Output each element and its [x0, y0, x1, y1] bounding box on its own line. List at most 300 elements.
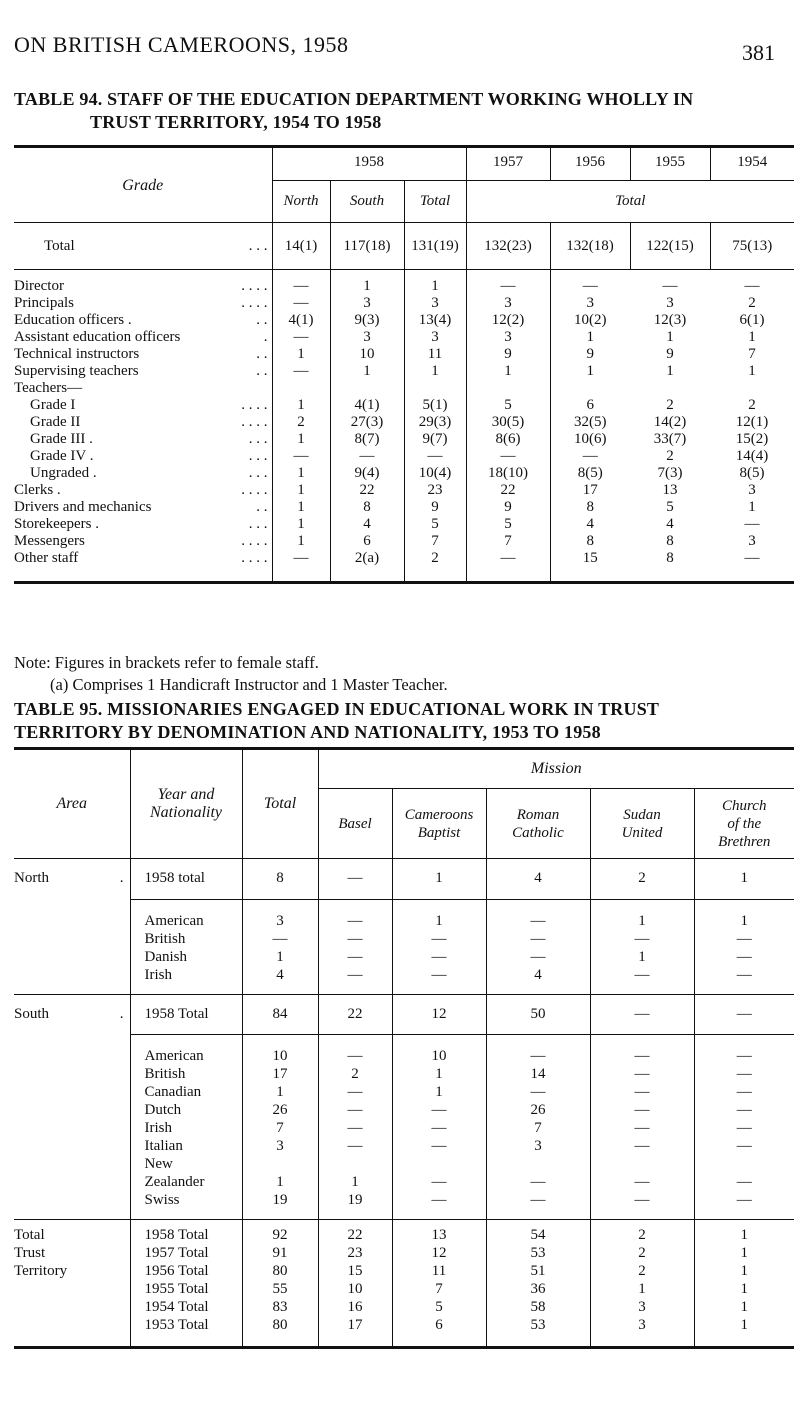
- cell: —: [486, 930, 590, 948]
- cell: —: [744, 550, 760, 566]
- header-nationality-line: Nationality: [150, 804, 222, 821]
- header-total-1958: Total: [404, 181, 466, 223]
- cell: —: [590, 966, 694, 995]
- spacer-cell: [694, 899, 794, 912]
- cell: —: [486, 948, 590, 966]
- cell: 80: [242, 1316, 318, 1348]
- row-label: [14, 533, 272, 550]
- cell: Zealander: [130, 1173, 242, 1191]
- cell: 3: [466, 295, 550, 312]
- table-row: [14, 1137, 794, 1155]
- cell: —: [736, 1174, 752, 1190]
- cell: 1: [272, 533, 330, 550]
- cell: 1957 Total: [130, 1244, 242, 1262]
- cell: British: [130, 1065, 242, 1083]
- cell: —: [736, 1084, 752, 1100]
- cell: 30(5): [466, 414, 550, 431]
- cell: 1: [740, 912, 748, 929]
- row-label-text: Supervising teachers: [14, 363, 139, 379]
- cell: 2: [666, 397, 674, 413]
- table-row: [14, 312, 794, 329]
- cell: —: [404, 448, 466, 465]
- row-label-text: Assistant education officers: [14, 329, 181, 345]
- cell: 10: [392, 1047, 486, 1065]
- cell: 1: [318, 1173, 392, 1191]
- spacer-cell: [318, 899, 392, 912]
- cell: 22: [466, 482, 550, 499]
- cell: 3: [330, 329, 404, 346]
- cell: 22: [330, 482, 404, 499]
- cell: 132(23): [466, 223, 550, 270]
- area-blank: [14, 1083, 130, 1101]
- cell: [630, 380, 710, 397]
- area-blank: [14, 1047, 130, 1065]
- cell: —: [582, 448, 598, 464]
- cell: 3: [242, 912, 318, 930]
- row-label-text: Director: [14, 278, 64, 294]
- spacer-cell: [14, 1035, 130, 1048]
- cell: 16: [318, 1298, 392, 1316]
- table-row: [14, 1101, 794, 1119]
- row-label-text: Grade III .: [30, 431, 93, 447]
- cell: [272, 380, 330, 397]
- area-blank: [14, 912, 130, 930]
- area-label: [14, 1316, 130, 1348]
- cell: 8: [242, 859, 318, 900]
- cell: —: [486, 912, 590, 930]
- cell: 7: [404, 533, 466, 550]
- cell: 17: [242, 1065, 318, 1083]
- spacer-cell: [242, 1035, 318, 1048]
- header-sudan-united: [590, 789, 694, 859]
- leader-dots: . .: [256, 363, 268, 379]
- cell: 80: [242, 1262, 318, 1280]
- cell: 1: [586, 363, 594, 379]
- cell: 3: [404, 295, 466, 312]
- row-label-text: Education officers .: [14, 312, 132, 328]
- cell: 1: [590, 912, 694, 930]
- header-basel: Basel: [318, 789, 392, 859]
- table-94-title: [14, 88, 693, 134]
- cell: 22: [318, 994, 392, 1035]
- header-cob-line3: Brethren: [718, 833, 771, 850]
- cell: —: [392, 1119, 486, 1137]
- cell: 4(1): [330, 397, 404, 414]
- cell: 92: [242, 1220, 318, 1245]
- cell: 8(7): [330, 431, 404, 448]
- cell: —: [272, 550, 330, 583]
- cell: [590, 1155, 694, 1173]
- cell: 3: [330, 295, 404, 312]
- spacer-cell: [486, 1035, 590, 1048]
- cell: [550, 380, 630, 397]
- row-label-text: Messengers: [14, 533, 85, 549]
- spacer-cell: [130, 899, 242, 912]
- cell: 1: [748, 499, 756, 515]
- cell: —: [590, 1083, 694, 1101]
- cell: —: [392, 948, 486, 966]
- cell: 8(5): [739, 465, 765, 481]
- leader-dots: .: [263, 329, 268, 345]
- cell: 36: [486, 1280, 590, 1298]
- leader-dots: . . . .: [241, 278, 268, 294]
- table-94-title-line2: TRUST TERRITORY, 1954 TO 1958: [90, 112, 382, 132]
- cell: 1: [272, 465, 330, 482]
- cell: —: [318, 966, 392, 995]
- page-number: 381: [742, 40, 775, 65]
- cell: 12(3): [653, 312, 687, 328]
- cell: —: [318, 1101, 392, 1119]
- cell: —: [318, 948, 392, 966]
- cell: 3: [590, 1298, 694, 1316]
- note-a: (a) Comprises 1 Handicraft Instructor and 1 Master Teacher.: [50, 675, 448, 694]
- cell: 117(18): [330, 223, 404, 270]
- cell: —: [582, 278, 598, 294]
- cell: 1: [272, 499, 330, 516]
- spacer-cell: [392, 899, 486, 912]
- cell: —: [590, 1119, 694, 1137]
- cell: —: [736, 1102, 752, 1118]
- cell: —: [736, 1005, 752, 1022]
- cell: 1: [586, 329, 594, 345]
- cell: 1: [272, 516, 330, 533]
- area-blank: [14, 1065, 130, 1083]
- cell: [486, 1155, 590, 1173]
- cell: 1: [392, 912, 486, 930]
- header-grade: Grade: [14, 147, 272, 223]
- spacer-cell: [392, 1035, 486, 1048]
- cell: —: [272, 448, 330, 465]
- cell: 1: [740, 1299, 748, 1315]
- cell: 2: [666, 448, 674, 464]
- spacer-cell: [590, 899, 694, 912]
- cell: 1958 Total: [130, 994, 242, 1035]
- row-label: [14, 270, 272, 296]
- cell: 132(18): [550, 223, 630, 270]
- area-label: [14, 1280, 130, 1298]
- cell: 10: [242, 1047, 318, 1065]
- cell: —: [590, 994, 694, 1035]
- spacer-cell: [590, 1035, 694, 1048]
- table-95: [14, 747, 794, 1349]
- table-row: [14, 948, 794, 966]
- cell: 9(7): [404, 431, 466, 448]
- header-church-of-the-brethren: [694, 789, 794, 859]
- header-1954: 1954: [710, 147, 794, 181]
- area-label: Territory: [14, 1262, 130, 1280]
- cell: —: [318, 1137, 392, 1155]
- leader-dots: . . . .: [241, 295, 268, 311]
- row-label-text: Grade II: [30, 414, 81, 430]
- cell: 1: [330, 363, 404, 380]
- leader-dots: .: [119, 1005, 124, 1022]
- cell: —: [590, 1065, 694, 1083]
- header-year-line: Year and: [157, 786, 215, 803]
- area-blank: [14, 966, 130, 995]
- cell: 8: [586, 533, 594, 549]
- cell: 6(1): [739, 312, 765, 328]
- row-label: [14, 329, 272, 346]
- cell: 1: [740, 1263, 748, 1279]
- cell: —: [736, 948, 752, 965]
- table-94-notes: [14, 652, 448, 696]
- cell: 5: [466, 397, 550, 414]
- cell: 14: [486, 1065, 590, 1083]
- cell: —: [736, 1120, 752, 1136]
- leader-dots: . . .: [248, 448, 268, 464]
- table-row-yearly-total: [14, 1316, 794, 1348]
- table-row: [14, 1119, 794, 1137]
- cell: American: [130, 912, 242, 930]
- table-row: [14, 482, 794, 499]
- cell: 15: [582, 550, 598, 566]
- cell: —: [694, 1191, 794, 1220]
- cell: [318, 1155, 392, 1173]
- cell: —: [662, 278, 678, 294]
- cell: 17: [318, 1316, 392, 1348]
- cell: 1954 Total: [130, 1298, 242, 1316]
- cell: 1: [272, 482, 330, 499]
- cell: 1: [330, 270, 404, 296]
- cell: —: [486, 1083, 590, 1101]
- cell: 5: [666, 499, 674, 515]
- cell: 23: [318, 1244, 392, 1262]
- cell: 1: [590, 1280, 694, 1298]
- cell: 14(2): [653, 414, 687, 430]
- table-row: [14, 1083, 794, 1101]
- cell: Irish: [130, 1119, 242, 1137]
- cell: 8: [666, 533, 674, 549]
- cell: 15: [318, 1262, 392, 1280]
- cell: 1: [590, 948, 694, 966]
- cell: 10(6): [574, 431, 607, 447]
- cell: 4: [666, 516, 674, 532]
- header-1957: 1957: [466, 147, 550, 181]
- area-blank: [14, 948, 130, 966]
- table-row: [14, 270, 794, 296]
- cell: 10: [318, 1280, 392, 1298]
- cell: 2: [590, 1262, 694, 1280]
- table-row: [14, 930, 794, 948]
- table-95-title: [14, 698, 659, 744]
- cell: [404, 380, 466, 397]
- cell: 1: [242, 1083, 318, 1101]
- cell: 53: [486, 1244, 590, 1262]
- row-label: [14, 550, 272, 583]
- cell: 1958 Total: [130, 1220, 242, 1245]
- cell: 4(1): [272, 312, 330, 329]
- table-row: [14, 533, 794, 550]
- cell: —: [590, 930, 694, 948]
- cell: 7: [748, 346, 756, 362]
- cell: 12: [392, 1244, 486, 1262]
- cell: 84: [242, 994, 318, 1035]
- cell: —: [272, 295, 330, 312]
- cell: 1: [748, 363, 756, 379]
- cell: 4: [330, 516, 404, 533]
- cell: 1: [392, 1065, 486, 1083]
- cell: 75(13): [710, 223, 794, 270]
- cell: 10: [330, 346, 404, 363]
- row-label: [14, 499, 272, 516]
- header-rc-line2: Catholic: [512, 824, 564, 841]
- cell: —: [736, 1138, 752, 1154]
- leader-dots: .: [119, 870, 124, 886]
- header-south: South: [330, 181, 404, 223]
- cell: [242, 1155, 318, 1173]
- note-female-staff: Note: Figures in brackets refer to female staff.: [14, 653, 319, 672]
- cell: Dutch: [130, 1101, 242, 1119]
- running-head: ON BRITISH CAMEROONS, 1958: [14, 32, 349, 57]
- cell: 1: [404, 270, 466, 296]
- cell: —: [392, 1173, 486, 1191]
- area-blank: [14, 1119, 130, 1137]
- header-su-line2: United: [621, 824, 663, 841]
- cell: [710, 380, 794, 397]
- cell: 1958 total: [130, 859, 242, 900]
- cell: 1: [392, 859, 486, 900]
- cell: —: [318, 930, 392, 948]
- cell: 3: [404, 329, 466, 346]
- spacer-cell: [318, 1035, 392, 1048]
- row-label: [14, 295, 272, 312]
- area-label: Total: [14, 1220, 130, 1245]
- cell: 3: [748, 482, 756, 498]
- leader-dots: . .: [256, 499, 268, 515]
- table-row: [14, 499, 794, 516]
- cell: 1: [666, 329, 674, 345]
- cell: 51: [486, 1262, 590, 1280]
- cell: —: [736, 1066, 752, 1082]
- cell: —: [392, 1137, 486, 1155]
- cell: 1: [272, 346, 330, 363]
- cell: 1: [666, 363, 674, 379]
- cell: —: [466, 550, 550, 583]
- cell: 7(3): [657, 465, 683, 481]
- cell: 1: [740, 1317, 748, 1333]
- cell: 54: [486, 1220, 590, 1245]
- cell: —: [744, 278, 760, 294]
- header-rc-line1: Roman: [516, 806, 560, 823]
- area-label: [14, 994, 130, 1035]
- table-row-group-total: [14, 859, 794, 900]
- cell: 14(1): [272, 223, 330, 270]
- cell: —: [272, 363, 330, 380]
- cell: —: [392, 966, 486, 995]
- cell: —: [590, 1137, 694, 1155]
- cell: —: [694, 966, 794, 995]
- cell: —: [272, 329, 330, 346]
- cell: Danish: [130, 948, 242, 966]
- table-row: [14, 414, 794, 431]
- leader-dots: . .: [256, 312, 268, 328]
- area-name: South: [14, 1005, 50, 1022]
- cell: —: [318, 1083, 392, 1101]
- cell: [694, 1155, 794, 1173]
- table-row: [14, 550, 794, 583]
- header-total: Total: [242, 749, 318, 859]
- cell: 3: [486, 1137, 590, 1155]
- cell: 8(5): [577, 465, 603, 481]
- table-row: [14, 516, 794, 533]
- table-row-yearly-total: [14, 1244, 794, 1262]
- cell: 13(4): [404, 312, 466, 329]
- cell: Italian: [130, 1137, 242, 1155]
- cell: 58: [486, 1298, 590, 1316]
- spacer-cell: [242, 899, 318, 912]
- cell: 9: [666, 346, 674, 362]
- leader-dots: . . . .: [241, 550, 268, 566]
- cell: 2(a): [330, 550, 404, 583]
- cell: Canadian: [130, 1083, 242, 1101]
- cell: 13: [662, 482, 678, 498]
- row-label-text: Clerks .: [14, 482, 61, 498]
- table-row: [14, 380, 794, 397]
- cell: 1: [748, 329, 756, 345]
- cell: 4: [486, 966, 590, 995]
- cell: 53: [486, 1316, 590, 1348]
- cell: 1: [404, 363, 466, 380]
- row-label: [14, 414, 272, 431]
- header-1958: 1958: [272, 147, 466, 181]
- table-row: [14, 1173, 794, 1191]
- table-row: [14, 363, 794, 380]
- cell: 3: [666, 295, 674, 311]
- cell: 8: [666, 550, 674, 566]
- header-1955: 1955: [630, 147, 710, 181]
- cell: 4: [586, 516, 594, 532]
- cell: 7: [466, 533, 550, 550]
- row-label: [14, 312, 272, 329]
- cell: 9(4): [330, 465, 404, 482]
- area-blank: [14, 1173, 130, 1191]
- cell: 10(4): [404, 465, 466, 482]
- table-row: [14, 1191, 794, 1220]
- cell: —: [590, 1191, 694, 1220]
- cell: 8: [330, 499, 404, 516]
- cell: 13: [392, 1220, 486, 1245]
- leader-dots: . . .: [248, 431, 268, 447]
- cell: —: [590, 1047, 694, 1065]
- header-cob-line1: Church: [722, 797, 767, 814]
- table-94-title-line1: TABLE 94. STAFF OF THE EDUCATION DEPARTMENT WORKING WHOLLY IN: [14, 89, 694, 109]
- cell: 3: [466, 329, 550, 346]
- table-row: [14, 1065, 794, 1083]
- cell: 6: [392, 1316, 486, 1348]
- table-row: [14, 912, 794, 930]
- spacer-cell: [694, 1035, 794, 1048]
- header-roman-catholic: [486, 789, 590, 859]
- row-label: [14, 516, 272, 533]
- cell: 29(3): [404, 414, 466, 431]
- row-label-text: Storekeepers .: [14, 516, 99, 532]
- cell: New: [130, 1155, 242, 1173]
- cell: 9: [466, 499, 550, 516]
- cell: 27(3): [330, 414, 404, 431]
- cell: 5: [466, 516, 550, 533]
- cell: —: [330, 448, 404, 465]
- cell: 4: [242, 966, 318, 995]
- cell: 2: [748, 397, 756, 413]
- cell: 18(10): [466, 465, 550, 482]
- cell: 9: [586, 346, 594, 362]
- cell: 8: [586, 499, 594, 515]
- cell: 3: [586, 295, 594, 311]
- area-blank: [14, 1101, 130, 1119]
- leader-dots: . .: [256, 346, 268, 362]
- leader-dots: . . . .: [241, 482, 268, 498]
- header-year-nationality: [130, 749, 242, 859]
